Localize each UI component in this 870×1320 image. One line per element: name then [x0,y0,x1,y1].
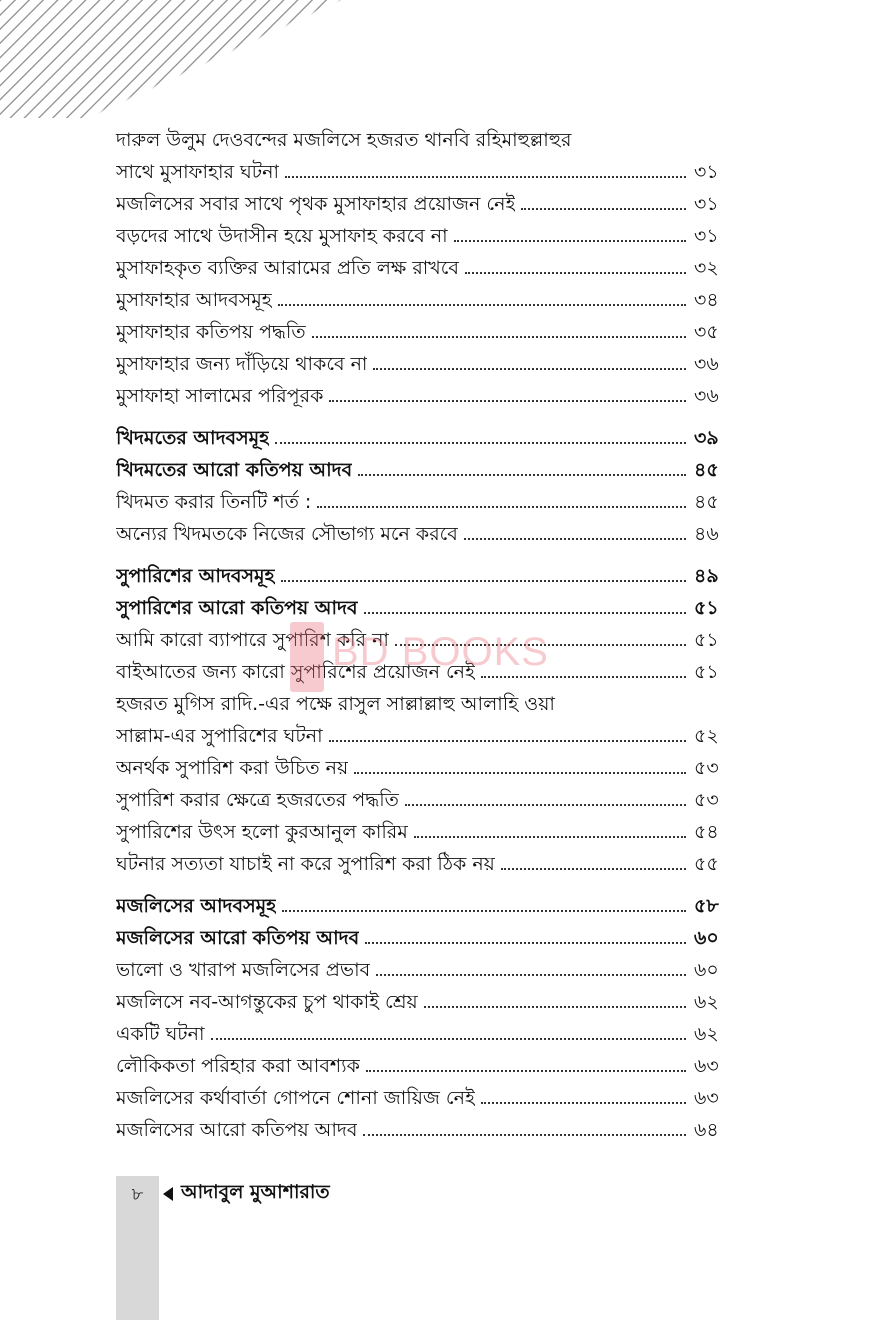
toc-entry-page: ৬০ [694,959,719,981]
toc-entry-title: লৌকিকতা পরিহার করা আবশ্যক [116,1055,360,1077]
dot-leader [481,676,686,678]
toc-entry [116,720,726,752]
section-gap [116,412,726,422]
dot-leader [278,304,686,306]
toc-entry [116,752,726,784]
toc-entry [116,848,726,880]
toc-entry-title: সুপারিশের উৎস হলো কুরআনুল কারিম [116,821,408,843]
toc-entry [116,348,726,380]
dot-leader [365,942,686,944]
dot-leader [454,240,686,242]
toc-entry-page: ৬৪ [694,1119,719,1141]
toc-entry-page: ৫৮ [694,895,719,917]
toc-entry-title: মজলিসের কর্থাবার্তা গোপনে শোনা জায়িজ নেই [116,1087,475,1109]
toc-entry-page: ৬৩ [694,1087,719,1109]
toc-entry [116,1018,726,1050]
toc-entry-title: বাইআতের জন্য কারো সুপারিশের প্রয়োজন নেই [116,661,475,683]
toc-intro-line: হজরত মুগিস রাদি.-এর পক্ষে রাসুল সাল্লাল্লাহু আলাহি ওয়া [116,693,555,715]
toc-entry-title: মুসাফাহকৃত ব্যক্তির আরামের প্রতি লক্ষ রাখবে [116,257,459,279]
dot-leader [354,772,686,774]
toc-entry-title: মজলিসের সবার সাথে পৃথক মুসাফাহার প্রয়োজন নেই [116,193,516,215]
dot-leader [481,1102,686,1104]
toc-entry [116,954,726,986]
dot-leader [464,538,686,540]
dot-leader [211,1038,686,1040]
toc-entry-page: ৪৯ [694,565,719,587]
toc-entry-title: খিদমতের আদবসমূহ [116,427,270,449]
toc-entry-title: মজলিসের আদবসমূহ [116,895,277,917]
toc-entry-title: বড়দের সাথে উদাসীন হয়ে মুসাফাহ করবে না [116,225,448,247]
dot-leader [364,612,686,614]
toc-entry [116,624,726,656]
toc-entry-page: ৩৬ [694,353,719,375]
running-head [163,1178,330,1210]
dot-leader [282,910,686,912]
page-number: ৮ [131,1184,144,1205]
dot-leader [405,804,686,806]
dot-leader [312,336,686,338]
toc-entry [116,1114,726,1146]
dot-leader [366,1070,686,1072]
toc-intro-line: দারুল উলুম দেওবন্দের মজলিসে হজরত থানবি রহিমাহুল্লাহুর [116,129,572,151]
toc-entry [116,188,726,220]
toc-entry-page: ৪৫ [694,491,719,513]
toc-entry-page: ৫১ [694,661,719,683]
toc-entry-page: ৫৩ [694,757,719,779]
toc-entry-title: মুসাফাহার কতিপয় পদ্ধতি [116,321,306,343]
toc-entry-page: ৪৫ [694,459,719,481]
dot-leader [465,272,686,274]
dot-leader [329,400,686,402]
toc-entry [116,156,726,188]
toc-entry-title: সুপারিশ করার ক্ষেত্রে হজরতের পদ্ধতি [116,789,399,811]
toc-entry [116,784,726,816]
toc-entry-page: ৩৯ [694,427,719,449]
toc-entry-title: মজলিসের আরো কতিপয় আদব [116,1119,358,1141]
toc-entry [116,486,726,518]
toc-entry-title: মজলিসের আরো কতিপয় আদব [116,927,360,949]
toc-section-heading [116,454,726,486]
toc-entry-page: ৩২ [694,257,719,279]
dot-leader [373,368,686,370]
dot-leader [281,580,686,582]
toc-entry [116,656,726,688]
toc-entry-title: খিদমত করার তিনটি শর্ত : [116,491,312,513]
toc-entry-page: ৬০ [694,927,719,949]
toc-entry [116,986,726,1018]
dot-leader [329,740,686,742]
toc-entry-title: সুপারিশের আদবসমূহ [116,565,275,587]
toc-entry [116,380,726,412]
toc-entry-page: ৬৩ [694,1055,719,1077]
toc-entry-page: ৫৪ [694,821,719,843]
toc-entry [116,518,726,550]
toc-entry-title: আমি কারো ব্যাপারে সুপারিশ করি না [116,629,389,651]
toc-entry-page: ৩৪ [694,289,719,311]
toc-entry-page: ৬২ [694,991,719,1013]
toc-entry-title: অনর্থক সুপারিশ করা উচিত নয় [116,757,349,779]
toc-entry-page: ৫৩ [694,789,719,811]
toc-entry-title: মজলিসে নব-আগন্তুকের চুপ থাকাই শ্রেয় [116,991,418,1013]
toc-entry [116,284,726,316]
toc-entry-page: ৩১ [694,225,719,247]
toc-entry [116,1050,726,1082]
toc-entry [116,316,726,348]
dot-leader [395,644,686,646]
triangle-left-icon [163,1187,173,1201]
toc-entry-title: একটি ঘটনা [116,1023,205,1045]
toc-section-heading [116,890,726,922]
toc-entry-page: ৬২ [694,1023,719,1045]
toc-entry-page: ৩৫ [694,321,719,343]
toc-entry [116,816,726,848]
dot-leader [521,208,686,210]
toc-entry-page: ৩১ [694,161,719,183]
dot-leader [275,442,686,444]
table-of-contents [116,124,726,1146]
decorative-hatch [0,0,360,118]
section-gap [116,880,726,890]
dot-leader [376,974,686,976]
toc-entry-title: মুসাফাহার আদবসমূহ [116,289,272,311]
toc-entry [116,220,726,252]
toc-entry-title: ঘটনার সত্যতা যাচাই না করে সুপারিশ করা ঠিক নয় [116,853,495,875]
toc-entry-page: ৫১ [694,629,719,651]
toc-entry-title: সুপারিশের আরো কতিপয় আদব [116,597,358,619]
dot-leader [424,1006,686,1008]
toc-entry-page: ৩৬ [694,385,719,407]
toc-section-heading [116,422,726,454]
toc-entry-page: ৪৬ [694,523,719,545]
watermark-text: BD BOOKS [332,630,549,674]
section-gap [116,550,726,560]
toc-entry-title: খিদমতের আরো কতিপয় আদব [116,459,353,481]
toc-entry-title: সাল্লাম-এর সুপারিশের ঘটনা [116,725,323,747]
toc-section-heading [116,560,726,592]
toc-section-heading [116,592,726,624]
toc-entry-title: সাথে মুসাফাহার ঘটনা [116,161,279,183]
toc-entry-title: অন্যের খিদমতকে নিজের সৌভাগ্য মনে করবে [116,523,458,545]
dot-leader [317,506,686,508]
dot-leader [501,868,686,870]
dot-leader [414,836,686,838]
toc-entry-page: ৩১ [694,193,719,215]
dot-leader [363,1134,686,1136]
toc-entry-title: মুসাফাহা সালামের পরিপূরক [116,385,324,407]
running-head-title: আদাবুল মুআশারাত [181,1181,330,1203]
toc-entry-page: ৫১ [694,597,719,619]
dot-leader [358,474,686,476]
toc-entry [116,1082,726,1114]
toc-entry-title: ভালো ও খারাপ মজলিসের প্রভাব [116,959,371,981]
toc-entry-title: মুসাফাহার জন্য দাঁড়িয়ে থাকবে না [116,353,368,375]
toc-entry-page: ৫২ [694,725,719,747]
toc-entry-page: ৫৫ [694,853,719,875]
toc-entry [116,252,726,284]
toc-section-heading [116,922,726,954]
dot-leader [285,176,686,178]
